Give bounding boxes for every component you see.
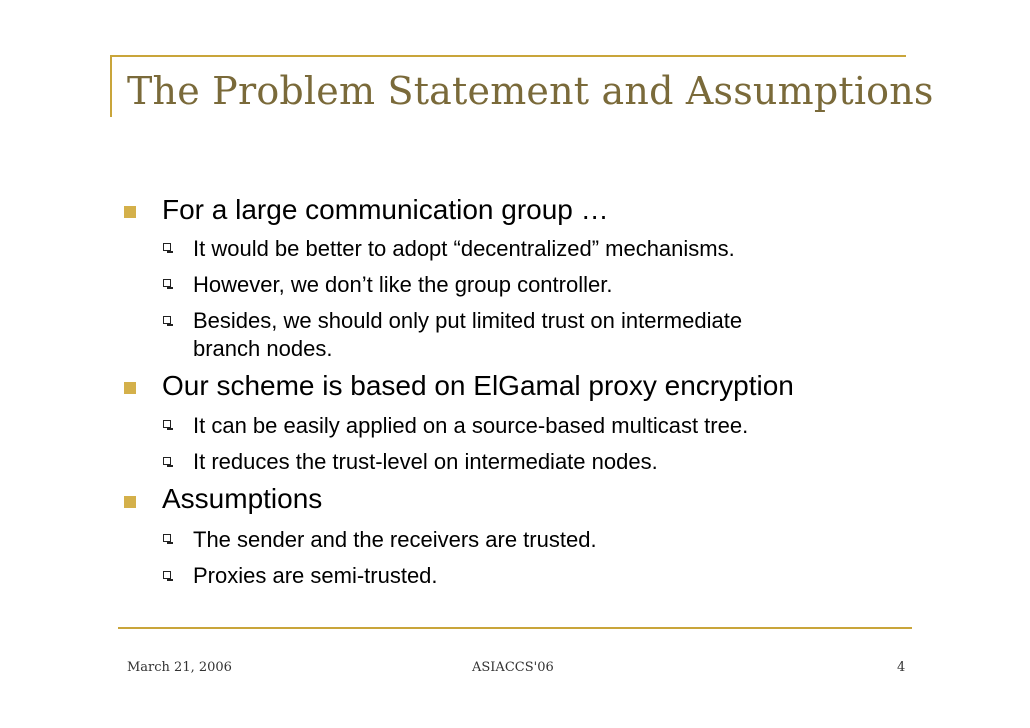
sub-bullet-2-1: It can be easily applied on a source-based multicast tree. [193, 413, 749, 438]
footer-conference: ASIACCS'06 [472, 660, 554, 675]
sub-bullet-3-1: The sender and the receivers are trusted. [193, 527, 597, 552]
checkbox-bullet-icon [163, 420, 171, 428]
square-bullet-icon [124, 496, 136, 508]
checkbox-bullet-icon [163, 457, 171, 465]
checkbox-bullet-icon [163, 534, 171, 542]
page-number: 4 [897, 660, 906, 675]
checkbox-bullet-icon [163, 243, 171, 251]
square-bullet-icon [124, 382, 136, 394]
sub-bullet-1-3-cont: branch nodes. [193, 336, 333, 361]
bullet-3-text: Assumptions [162, 483, 323, 514]
bullet-2-text: Our scheme is based on ElGamal proxy encryption [162, 370, 794, 401]
square-bullet-icon [124, 206, 136, 218]
left-rule [110, 55, 112, 117]
slide-title: The Problem Statement and Assumptions [127, 69, 934, 113]
bottom-rule [118, 627, 912, 629]
top-rule [110, 55, 906, 57]
sub-bullet-1-1: It would be better to adopt “decentralized” mechanisms. [193, 236, 735, 261]
sub-bullet-3-2: Proxies are semi-trusted. [193, 563, 438, 588]
checkbox-bullet-icon [163, 571, 171, 579]
footer-date: March 21, 2006 [127, 660, 232, 675]
sub-bullet-1-2: However, we don’t like the group controller. [193, 272, 613, 297]
checkbox-bullet-icon [163, 279, 171, 287]
sub-bullet-1-3: Besides, we should only put limited trust on intermediate [193, 308, 743, 333]
bullet-1-text: For a large communication group … [162, 194, 609, 225]
sub-bullet-2-2: It reduces the trust-level on intermediate nodes. [193, 449, 658, 474]
checkbox-bullet-icon [163, 316, 171, 324]
